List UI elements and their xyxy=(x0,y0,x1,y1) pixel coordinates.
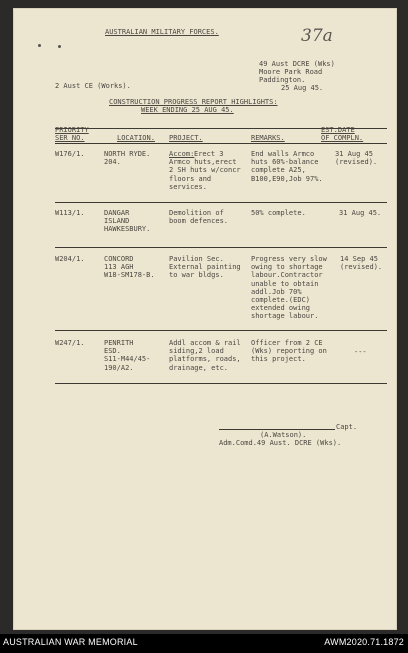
row-rule xyxy=(55,202,387,203)
sender-line-1: 49 Aust DCRE (Wks) xyxy=(259,60,335,68)
row3-priority: W204/1. xyxy=(55,255,85,263)
row3-project: Pavilion Sec. External painting to war bldgs. xyxy=(169,255,241,280)
header-location: LOCATION. xyxy=(117,134,155,142)
row-rule xyxy=(55,330,387,331)
report-title-line-1: CONSTRUCTION PROGRESS REPORT HIGHLIGHTS: xyxy=(109,98,278,106)
row3-date: 14 Sep 45 (revised). xyxy=(340,255,383,272)
report-title-line-2: WEEK ENDING 25 AUG 45. xyxy=(141,106,234,114)
signatory-title: Adm.Comd.49 Aust. DCRE (Wks). xyxy=(219,439,342,447)
footer-accession-number: AWM2020.71.1872 xyxy=(324,637,404,647)
row1-project: Erect 3 Armco huts,erect 2 SH huts w/concr floors and services. xyxy=(169,150,241,191)
footer-bar xyxy=(0,634,408,653)
row4-project: Addl accom & rail siding,2 load platforms, roads, drainage, etc. xyxy=(169,339,241,372)
row2-priority: W113/1. xyxy=(55,209,85,217)
table-bottom-rule xyxy=(55,383,387,384)
footer-institution: AUSTRALIAN WAR MEMORIAL xyxy=(3,637,138,647)
handwritten-folio: 37a xyxy=(301,26,333,46)
row4-priority: W247/1. xyxy=(55,339,85,347)
row4-location: PENRITH ESD. S11-M44/45- 190/A2. xyxy=(104,339,151,372)
row4-date: --- xyxy=(354,348,367,356)
signatory-name: (A.Watson). xyxy=(260,431,307,439)
recipient: 2 Aust CE (Works). xyxy=(55,82,131,90)
row2-project: Demolition of boom defences. xyxy=(169,209,229,226)
sender-line-3: Paddington. xyxy=(259,76,306,84)
header-remarks: REMARKS. xyxy=(251,134,285,142)
row-rule xyxy=(55,247,387,248)
row4-remarks: Officer from 2 CE (Wks) reporting on this project. xyxy=(251,339,327,364)
sender-line-2: Moore Park Road xyxy=(259,68,323,76)
row1-date: 31 Aug 45 (revised). xyxy=(335,150,378,167)
row1-project-lead: Accom: xyxy=(169,150,195,158)
row3-location: CONCORD 113 AGH W18-SM178-B. xyxy=(104,255,155,280)
document-heading: AUSTRALIAN MILITARY FORCES. xyxy=(105,28,219,36)
header-est-date: EST.DATE OF COMPLN. xyxy=(321,126,364,143)
row1-location: NORTH RYDE. 204. xyxy=(104,150,151,167)
header-rule xyxy=(55,143,387,144)
row2-date: 31 Aug 45. xyxy=(339,209,382,217)
punch-hole xyxy=(58,45,61,48)
row1-remarks: End walls Armco huts 60%-balance complete A25, B100,E90,Job 97%. xyxy=(251,150,323,183)
row3-remarks: Progress very slow owing to shortage labour.Contractor unable to obtain addl.Job 70% complete.(EDC) extended owing shortage labour. xyxy=(251,255,327,321)
row1-priority: W176/1. xyxy=(55,150,85,158)
row2-remarks: 50% complete. xyxy=(251,209,306,217)
punch-hole xyxy=(38,44,41,47)
signature-rank: Capt. xyxy=(336,423,358,431)
document-page xyxy=(13,8,397,630)
header-project: PROJECT. xyxy=(169,134,203,142)
header-priority: PRIORITY SER NO. xyxy=(55,126,89,143)
report-date: 25 Aug 45. xyxy=(281,84,324,92)
signature-line xyxy=(219,429,335,430)
row2-location: DANGAR ISLAND HAWKESBURY. xyxy=(104,209,151,234)
